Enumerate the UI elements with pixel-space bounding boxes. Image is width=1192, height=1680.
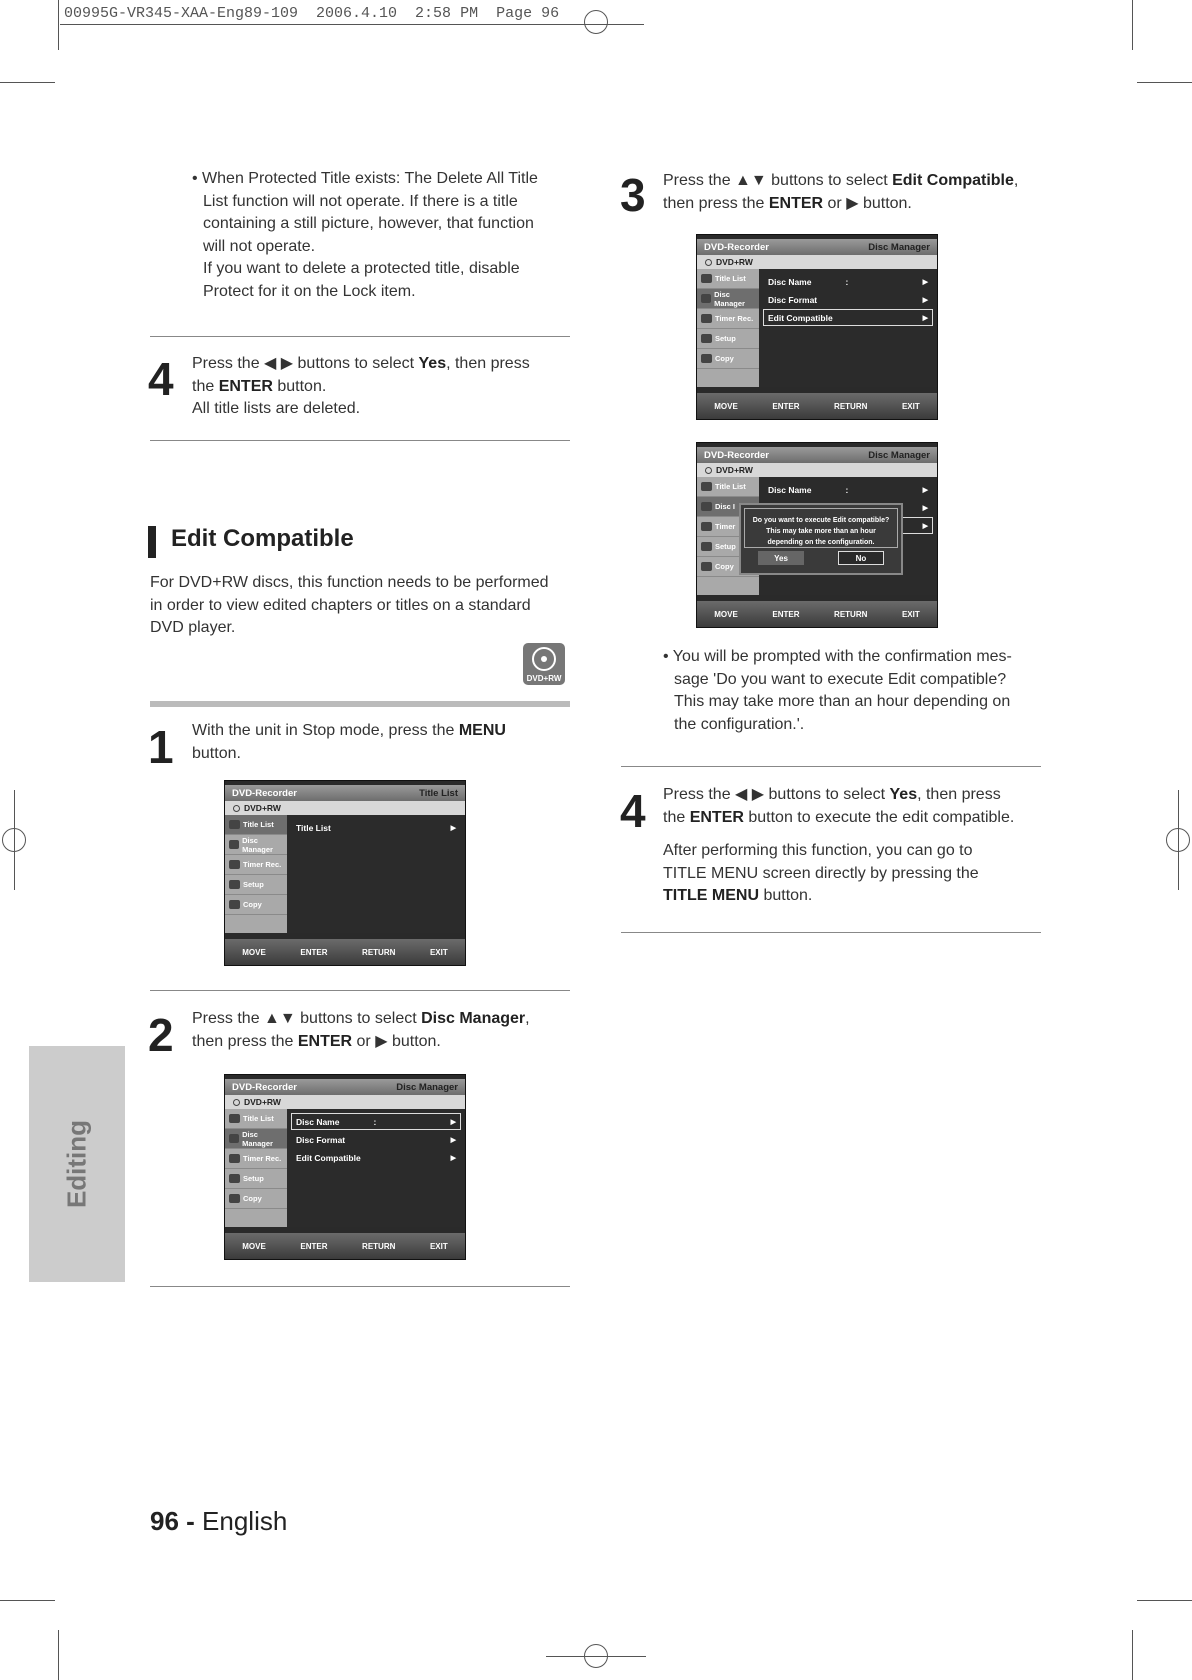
- step-number: 2: [148, 1009, 172, 1061]
- crop-mark: [0, 82, 55, 83]
- disc-icon: [705, 259, 712, 266]
- menu-setup: Setup: [697, 329, 759, 349]
- clock-icon: [229, 1154, 240, 1163]
- gear-icon: [229, 1174, 240, 1183]
- row-disc-format: Disc Format ▶: [768, 294, 928, 305]
- disc-icon: [701, 294, 711, 303]
- menu-copy: Copy: [697, 557, 759, 577]
- arrow-right-icon: ▶: [450, 1118, 456, 1126]
- section-title: Edit Compatible: [171, 525, 354, 552]
- dvd-rw-badge-icon: DVD+RW: [523, 643, 565, 685]
- film-icon: [229, 1114, 240, 1123]
- menu-setup: Setup: [225, 1169, 287, 1189]
- menu-disc-manager: Disc I: [697, 497, 759, 517]
- dvd-screen-edit-compatible: DVD-Recorder Disc Manager DVD+RW Title List Disc Manager Timer Rec. Setup Copy Disc Name : ▶ Disc Format ▶ Edit Compatible ▶ MOVE ENTER RETURN EXIT: [696, 234, 938, 420]
- menu-timer-rec: Timer Rec.: [225, 1149, 287, 1169]
- dvd-screen-confirm-dialog: DVD-Recorder Disc Manager DVD+RW Title List Disc I Timer Setup Copy Disc Name : ▶ ▶ ▶ MOVE ENTER RETURN EXIT Do you want to execute Edit compatible? This may take more than an hour depending on the configuration. Yes No: [696, 442, 938, 628]
- step-number: 3: [620, 169, 644, 221]
- disc-icon: [229, 1134, 239, 1143]
- step-text: Press the ▲▼ buttons to select Edit Compatible, then press the ENTER or ▶ button.: [663, 172, 1019, 212]
- arrow-right-icon: ▶: [922, 504, 928, 512]
- menu-disc-manager: Disc Manager: [225, 835, 287, 855]
- slug-rule: [60, 24, 644, 25]
- row-disc-format: Disc Format ▶: [296, 1134, 456, 1145]
- menu-copy: Copy: [697, 349, 759, 369]
- menu-timer-rec: Timer: [697, 517, 759, 537]
- clock-icon: [701, 314, 712, 323]
- disc-icon: [233, 805, 240, 812]
- divider: [150, 1286, 570, 1287]
- copy-icon: [229, 1194, 240, 1203]
- copy-icon: [229, 900, 240, 909]
- menu-title-list: Title List: [697, 477, 759, 497]
- arrow-right-icon: ▶: [922, 522, 928, 530]
- step-text: Press the ◀ ▶ buttons to select Yes, then press the ENTER button. All title lists are deleted.: [192, 355, 530, 417]
- clock-icon: [229, 860, 240, 869]
- chapter-side-tab: Editing: [29, 1046, 125, 1282]
- row-title-list: Title List ▶: [296, 822, 456, 833]
- note-line: containing a still picture, however, that function: [203, 215, 534, 232]
- menu-setup: Setup: [697, 537, 759, 557]
- print-slug: 00995G-VR345-XAA-Eng89-109 2006.4.10 2:58 PM Page 96: [64, 5, 560, 22]
- crop-mark: [1137, 1600, 1192, 1601]
- arrow-right-icon: ▶: [922, 486, 928, 494]
- step-number: 4: [148, 353, 172, 405]
- row-edit-compatible: Edit Compatible ▶: [296, 1152, 456, 1163]
- note-line: will not operate.: [203, 237, 316, 255]
- disc-icon: [532, 647, 556, 671]
- step-number: 1: [148, 721, 172, 773]
- divider: [150, 336, 570, 337]
- film-icon: [701, 482, 712, 491]
- menu-copy: Copy: [225, 895, 287, 915]
- arrow-right-icon: ▶: [922, 296, 928, 304]
- menu-timer-rec: Timer Rec.: [697, 309, 759, 329]
- crop-mark: [0, 1600, 55, 1601]
- menu-disc-manager: Disc Manager: [697, 289, 759, 309]
- protected-title-note: [192, 168, 572, 303]
- crop-mark: [1178, 790, 1179, 890]
- disc-icon: [229, 840, 239, 849]
- note-line: If you want to delete a protected title, disable: [203, 260, 520, 277]
- note-line: List function will not operate. If there is a title: [203, 192, 518, 210]
- crop-mark: [1137, 82, 1192, 83]
- crop-mark: [546, 1656, 646, 1657]
- step-text: Press the ◀ ▶ buttons to select Yes, then press the ENTER button to execute the edit compatible. After performing this function, you can go to TITLE MENU screen directly by pressing the TITLE MENU button.: [663, 786, 1015, 904]
- film-icon: [229, 820, 240, 829]
- crop-mark: [1132, 1630, 1133, 1680]
- note-line: Protect for it on the Lock item.: [203, 282, 416, 300]
- step-number: 4: [620, 785, 644, 837]
- menu-title-list: Title List: [225, 815, 287, 835]
- crop-mark: [1132, 0, 1133, 50]
- menu-title-list: Title List: [697, 269, 759, 289]
- copy-icon: [701, 562, 712, 571]
- step-text: Press the ▲▼ buttons to select Disc Manager, then press the ENTER or ▶ button.: [192, 1010, 530, 1050]
- section-intro: For DVD+RW discs, this function needs to be performed in order to view edited chapters or titles on a standard DVD player.: [150, 574, 549, 636]
- menu-disc-manager: Disc Manager: [225, 1129, 287, 1149]
- clock-icon: [701, 522, 712, 531]
- arrow-right-icon: ▶: [450, 1154, 456, 1162]
- menu-setup: Setup: [225, 875, 287, 895]
- arrow-right-icon: ▶: [922, 314, 928, 322]
- row-disc-name: Disc Name : ▶: [291, 1113, 461, 1130]
- divider: [621, 932, 1041, 933]
- thick-divider: [150, 701, 570, 707]
- dialog-no-button: No: [838, 551, 884, 565]
- arrow-right-icon: ▶: [450, 824, 456, 832]
- arrow-right-icon: ▶: [450, 1136, 456, 1144]
- menu-title-list: Title List: [225, 1109, 287, 1129]
- step-text: With the unit in Stop mode, press the MENU button.: [192, 722, 506, 762]
- confirm-dialog: Do you want to execute Edit compatible? This may take more than an hour depending on the configuration. Yes No: [739, 503, 903, 575]
- divider: [621, 766, 1041, 767]
- menu-copy: Copy: [225, 1189, 287, 1209]
- gear-icon: [701, 334, 712, 343]
- row-edit-compatible: Edit Compatible ▶: [763, 309, 933, 326]
- copy-icon: [701, 354, 712, 363]
- dvd-screen-title-list: DVD-Recorder Title List DVD+RW Title List Disc Manager Timer Rec. Setup Copy Title List ▶ MOVE ENTER RETURN EXIT: [224, 780, 466, 966]
- menu-timer-rec: Timer Rec.: [225, 855, 287, 875]
- divider: [150, 990, 570, 991]
- registration-mark: [584, 10, 608, 34]
- page-footer: 96 - English: [150, 1506, 288, 1536]
- note-line: • When Protected Title exists: The Delete All Title: [192, 170, 538, 187]
- row-disc-name: Disc Name : ▶: [768, 484, 928, 495]
- divider: [150, 440, 570, 441]
- disc-icon: [705, 467, 712, 474]
- confirmation-note: • You will be prompted with the confirmation mes- sage 'Do you want to execute Edit compatible? This may take more than an hour depending on the configuration.'.: [663, 648, 1012, 733]
- crop-mark: [14, 790, 15, 890]
- row-disc-name: Disc Name : ▶: [768, 276, 928, 287]
- crop-mark: [58, 0, 59, 50]
- dvd-screen-disc-manager: DVD-Recorder Disc Manager DVD+RW Title List Disc Manager Timer Rec. Setup Copy Disc Name : ▶ Disc Format ▶ Edit Compatible ▶ MOVE ENTER RETURN EXIT: [224, 1074, 466, 1260]
- gear-icon: [229, 880, 240, 889]
- film-icon: [701, 274, 712, 283]
- arrow-right-icon: ▶: [922, 278, 928, 286]
- section-marker: [148, 526, 156, 558]
- crop-mark: [58, 1630, 59, 1680]
- disc-icon: [701, 502, 712, 511]
- disc-icon: [233, 1099, 240, 1106]
- dialog-yes-button: Yes: [758, 551, 804, 565]
- gear-icon: [701, 542, 712, 551]
